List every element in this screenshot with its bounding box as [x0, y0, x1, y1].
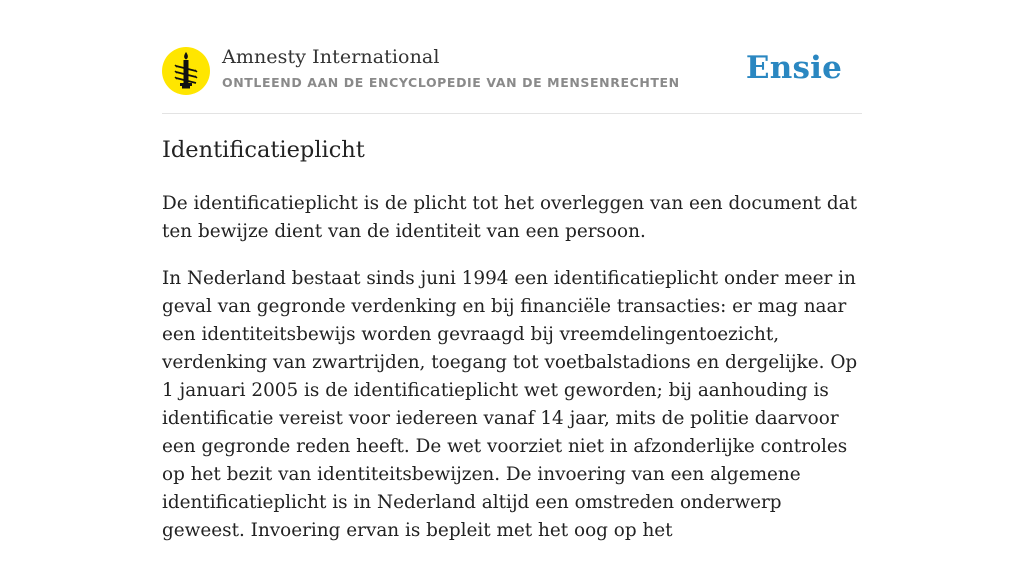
article-paragraph: In Nederland bestaat sinds juni 1994 een identificatieplicht onder meer in geval van gegronde verdenking en bij financiële transacties: er mag naar een identiteitsbewijs worden gevraagd bij vreemdelingentoezicht, verdenking van zwartrijden, toegang tot voetbalstadions en dergelijke. Op 1 januari 2005 is de identificatieplicht wet geworden; bij aanhouding is identificatie vereist voor iedereen vanaf 14 jaar, mits de politie daarvoor een gegronde reden heeft. De wet voorziet niet in afzonderlijke controles op het bezit van identiteitsbewijzen. De invoering van een algemene identificatieplicht is in Nederland altijd een omstreden onderwerp geweest. Invoering ervan is bepleit met het oog op het — [162, 268, 858, 541]
page — [162, 0, 862, 541]
article-paragraph: De identificatieplicht is de plicht tot het overleggen van een document dat ten bewijze dient van de identiteit van een persoon. — [162, 193, 858, 242]
brand-logo[interactable]: Ensie — [745, 50, 842, 86]
amnesty-candle-icon[interactable] — [162, 47, 210, 95]
source-header — [162, 46, 862, 114]
source-subtitle: ONTLEEND AAN DE ENCYCLOPEDIE VAN DE MENSENRECHTEN — [222, 75, 680, 90]
article-body — [162, 190, 862, 564]
article-title: Identificatieplicht — [162, 137, 365, 163]
source-name: Amnesty International — [222, 46, 440, 68]
